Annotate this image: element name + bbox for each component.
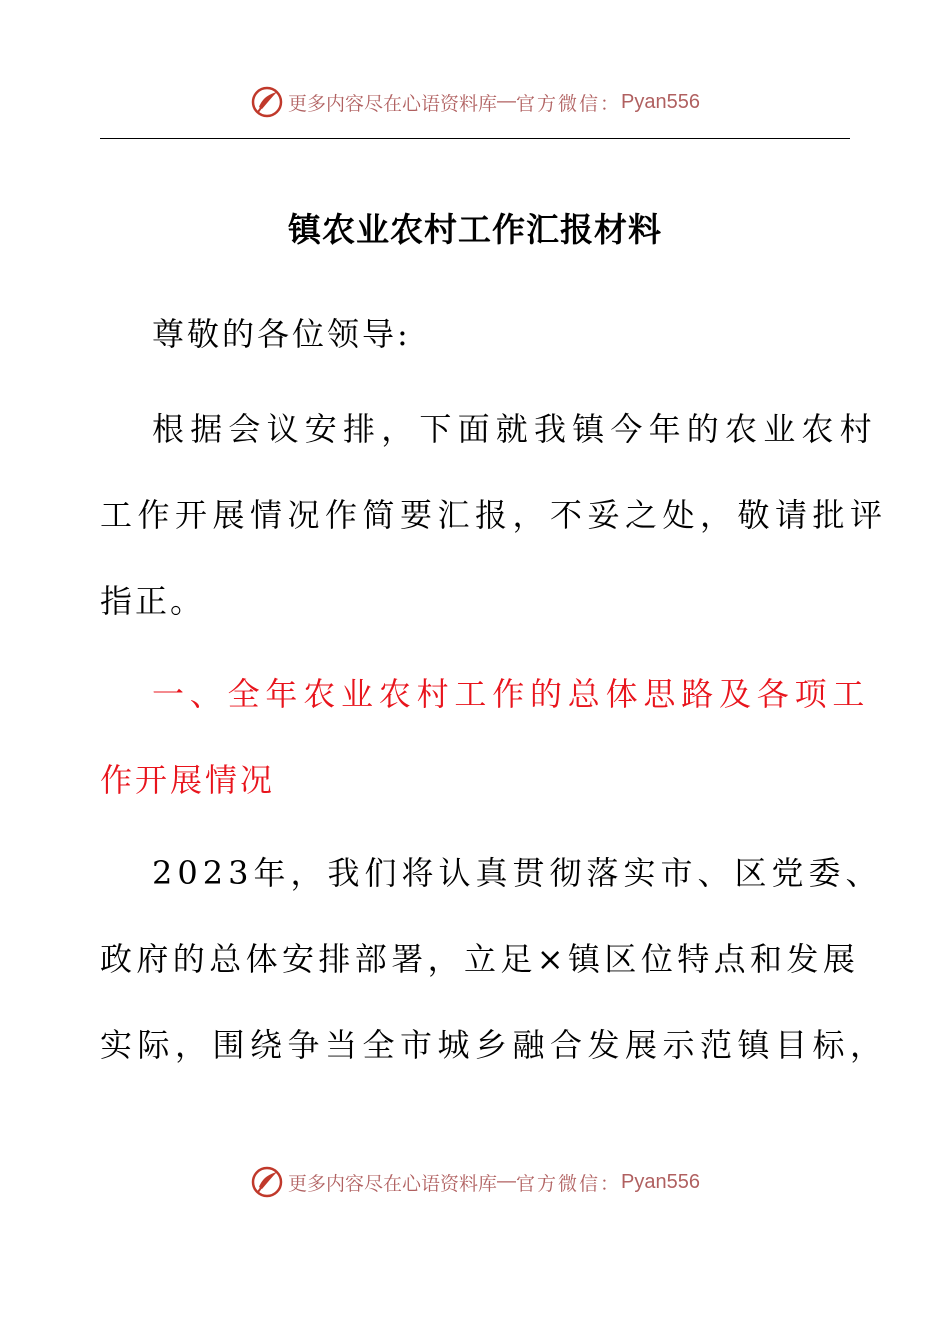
- section-heading-line-2: 作开展情况: [100, 761, 276, 799]
- banner-contact: 官方微信：: [516, 1172, 622, 1195]
- salutation: 尊敬的各位领导:: [152, 315, 411, 353]
- section-heading-line-1: 一、全年农业农村工作的总体思路及各项工: [152, 675, 871, 713]
- banner-id: Pyan556: [621, 90, 700, 113]
- logo-icon: [250, 1165, 284, 1199]
- intro-line-2: 工作开展情况作简要汇报，不妥之处，敬请批评: [100, 496, 888, 534]
- banner-separator: —: [497, 91, 517, 112]
- header-banner: [0, 82, 950, 122]
- footer-banner: [0, 1162, 950, 1202]
- banner-separator: —: [497, 1171, 517, 1192]
- banner-id: Pyan556: [621, 1170, 700, 1193]
- body-line-2: 政府的总体安排部署，立足×镇区位特点和发展: [100, 940, 860, 978]
- body-line-1: 2023年，我们将认真贯彻落实市、区党委、: [152, 854, 883, 892]
- banner-text: 更多内容尽在心语资料库: [288, 92, 498, 115]
- banner-text: 更多内容尽在心语资料库: [288, 1172, 498, 1195]
- logo-icon: [250, 85, 284, 119]
- document-title: 镇农业农村工作汇报材料: [288, 210, 662, 249]
- header-rule: [100, 138, 850, 139]
- banner-contact: 官方微信：: [516, 92, 622, 115]
- intro-line-1: 根据会议安排，下面就我镇今年的农业农村: [152, 410, 878, 448]
- intro-line-3: 指正。: [100, 582, 206, 620]
- body-line-3: 实际，围绕争当全市城乡融合发展示范镇目标，: [100, 1026, 888, 1064]
